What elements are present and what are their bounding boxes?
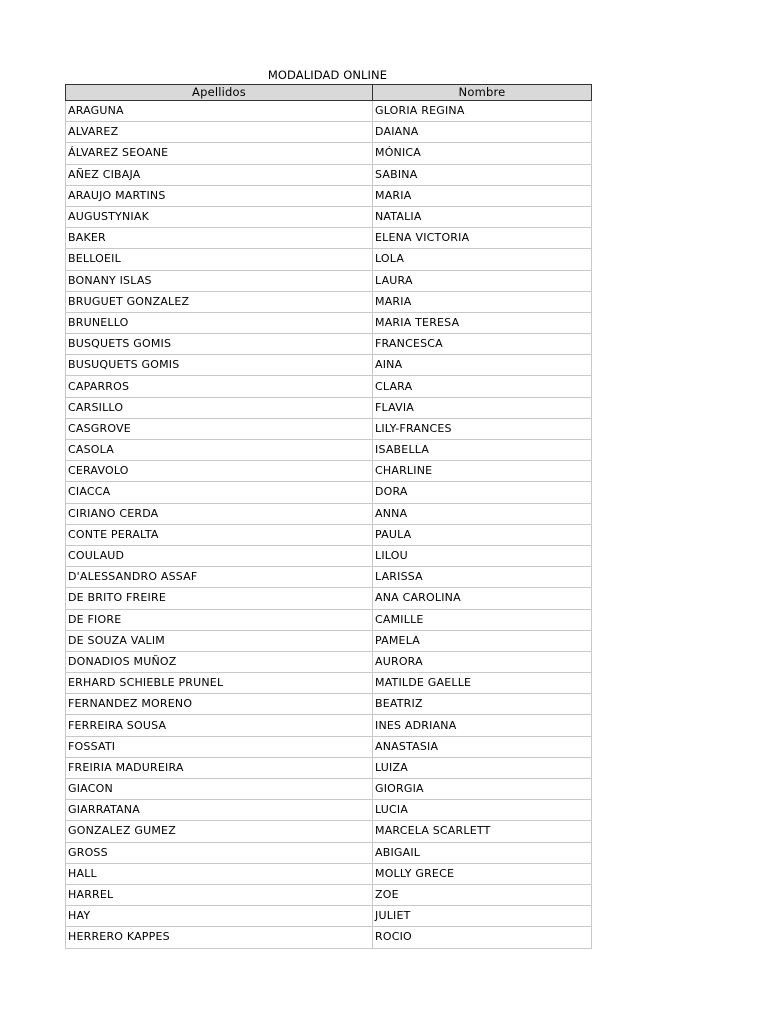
table-row — [66, 884, 592, 905]
table-row — [66, 779, 592, 800]
table-row — [66, 228, 592, 249]
table-row — [66, 461, 592, 482]
table-row — [66, 524, 592, 545]
cell-nombre: DAIANA — [373, 122, 592, 143]
table-row — [66, 863, 592, 884]
table-row — [66, 440, 592, 461]
table-row — [66, 143, 592, 164]
table-row — [66, 800, 592, 821]
header-row — [66, 85, 592, 101]
cell-nombre: AINA — [373, 355, 592, 376]
table-row — [66, 376, 592, 397]
cell-apellidos: ÁLVAREZ SEOANE — [66, 143, 373, 164]
cell-apellidos: DE SOUZA VALIM — [66, 630, 373, 651]
table-row — [66, 757, 592, 778]
cell-apellidos: BAKER — [66, 228, 373, 249]
table-row — [66, 673, 592, 694]
cell-nombre: MARIA — [373, 291, 592, 312]
table-row — [66, 185, 592, 206]
cell-apellidos: D'ALESSANDRO ASSAF — [66, 567, 373, 588]
cell-apellidos: FERREIRA SOUSA — [66, 715, 373, 736]
cell-apellidos: BELLOEIL — [66, 249, 373, 270]
cell-nombre: ABIGAIL — [373, 842, 592, 863]
cell-nombre: DORA — [373, 482, 592, 503]
cell-nombre: FLAVIA — [373, 397, 592, 418]
table-row — [66, 270, 592, 291]
cell-nombre: MARIA TERESA — [373, 312, 592, 333]
cell-apellidos: CONTE PERALTA — [66, 524, 373, 545]
cell-apellidos: CASOLA — [66, 440, 373, 461]
column-header-nombre: Nombre — [373, 85, 592, 101]
cell-nombre: BEATRIZ — [373, 694, 592, 715]
cell-apellidos: GIARRATANA — [66, 800, 373, 821]
cell-apellidos: GONZALEZ GUMEZ — [66, 821, 373, 842]
cell-nombre: NATALIA — [373, 206, 592, 227]
cell-nombre: CLARA — [373, 376, 592, 397]
cell-nombre: AURORA — [373, 651, 592, 672]
cell-apellidos: DE BRITO FREIRE — [66, 588, 373, 609]
cell-nombre: LARISSA — [373, 567, 592, 588]
table-row — [66, 715, 592, 736]
table-row — [66, 567, 592, 588]
cell-nombre: GIORGIA — [373, 779, 592, 800]
cell-apellidos: BRUGUET GONZALEZ — [66, 291, 373, 312]
cell-apellidos: HARREL — [66, 884, 373, 905]
cell-apellidos: HERRERO KAPPES — [66, 927, 373, 948]
table-row — [66, 609, 592, 630]
cell-nombre: GLORIA REGINA — [373, 101, 592, 122]
cell-apellidos: CARSILLO — [66, 397, 373, 418]
cell-nombre: MARCELA SCARLETT — [373, 821, 592, 842]
table-row — [66, 651, 592, 672]
cell-nombre: FRANCESCA — [373, 334, 592, 355]
cell-nombre: ZOE — [373, 884, 592, 905]
cell-apellidos: HALL — [66, 863, 373, 884]
cell-apellidos: CAPARROS — [66, 376, 373, 397]
table-row — [66, 355, 592, 376]
cell-apellidos: CASGROVE — [66, 418, 373, 439]
cell-apellidos: ARAGUNA — [66, 101, 373, 122]
cell-nombre: ROCIO — [373, 927, 592, 948]
cell-nombre: SABINA — [373, 164, 592, 185]
student-table — [65, 84, 592, 949]
cell-nombre: ANASTASIA — [373, 736, 592, 757]
cell-apellidos: AUGUSTYNIAK — [66, 206, 373, 227]
table-row — [66, 736, 592, 757]
cell-nombre: PAULA — [373, 524, 592, 545]
table-header — [66, 85, 592, 101]
cell-apellidos: FOSSATI — [66, 736, 373, 757]
table-row — [66, 588, 592, 609]
cell-apellidos: DE FIORE — [66, 609, 373, 630]
cell-apellidos: DONADIOS MUÑOZ — [66, 651, 373, 672]
cell-nombre: CHARLINE — [373, 461, 592, 482]
table-row — [66, 312, 592, 333]
table-body — [66, 101, 592, 949]
table-row — [66, 927, 592, 948]
cell-apellidos: ALVAREZ — [66, 122, 373, 143]
cell-nombre: LILOU — [373, 545, 592, 566]
cell-nombre: ISABELLA — [373, 440, 592, 461]
cell-nombre: MOLLY GRECE — [373, 863, 592, 884]
cell-nombre: LAURA — [373, 270, 592, 291]
cell-apellidos: CERAVOLO — [66, 461, 373, 482]
cell-nombre: MARIA — [373, 185, 592, 206]
cell-apellidos: BUSQUETS GOMIS — [66, 334, 373, 355]
table-row — [66, 249, 592, 270]
table-row — [66, 694, 592, 715]
table-row — [66, 821, 592, 842]
table-row — [66, 206, 592, 227]
table-row — [66, 101, 592, 122]
table-row — [66, 482, 592, 503]
cell-nombre: MÓNICA — [373, 143, 592, 164]
table-row — [66, 164, 592, 185]
sheet-title: MODALIDAD ONLINE — [267, 68, 388, 82]
table-row — [66, 334, 592, 355]
cell-nombre: ANA CAROLINA — [373, 588, 592, 609]
cell-apellidos: ARAUJO MARTINS — [66, 185, 373, 206]
cell-apellidos: COULAUD — [66, 545, 373, 566]
table-row — [66, 906, 592, 927]
table-row — [66, 291, 592, 312]
table-row — [66, 122, 592, 143]
column-header-apellidos: Apellidos — [66, 85, 373, 101]
cell-nombre: JULIET — [373, 906, 592, 927]
cell-apellidos: HAY — [66, 906, 373, 927]
cell-apellidos: FREIRIA MADUREIRA — [66, 757, 373, 778]
cell-nombre: LOLA — [373, 249, 592, 270]
cell-nombre: INES ADRIANA — [373, 715, 592, 736]
table-row — [66, 545, 592, 566]
table-row — [66, 397, 592, 418]
cell-apellidos: BUSUQUETS GOMIS — [66, 355, 373, 376]
cell-nombre: ANNA — [373, 503, 592, 524]
cell-apellidos: CIRIANO CERDA — [66, 503, 373, 524]
cell-apellidos: CIACCA — [66, 482, 373, 503]
cell-nombre: PAMELA — [373, 630, 592, 651]
cell-nombre: LILY-FRANCES — [373, 418, 592, 439]
cell-apellidos: AÑEZ CIBAJA — [66, 164, 373, 185]
cell-apellidos: BONANY ISLAS — [66, 270, 373, 291]
table-row — [66, 503, 592, 524]
table-row — [66, 418, 592, 439]
cell-nombre: ELENA VICTORIA — [373, 228, 592, 249]
cell-apellidos: ERHARD SCHIEBLE PRUNEL — [66, 673, 373, 694]
cell-apellidos: GIACON — [66, 779, 373, 800]
cell-apellidos: GROSS — [66, 842, 373, 863]
cell-apellidos: FERNANDEZ MORENO — [66, 694, 373, 715]
cell-apellidos: BRUNELLO — [66, 312, 373, 333]
table-row — [66, 630, 592, 651]
table-row — [66, 842, 592, 863]
cell-nombre: LUCIA — [373, 800, 592, 821]
cell-nombre: CAMILLE — [373, 609, 592, 630]
cell-nombre: MATILDE GAELLE — [373, 673, 592, 694]
cell-nombre: LUIZA — [373, 757, 592, 778]
